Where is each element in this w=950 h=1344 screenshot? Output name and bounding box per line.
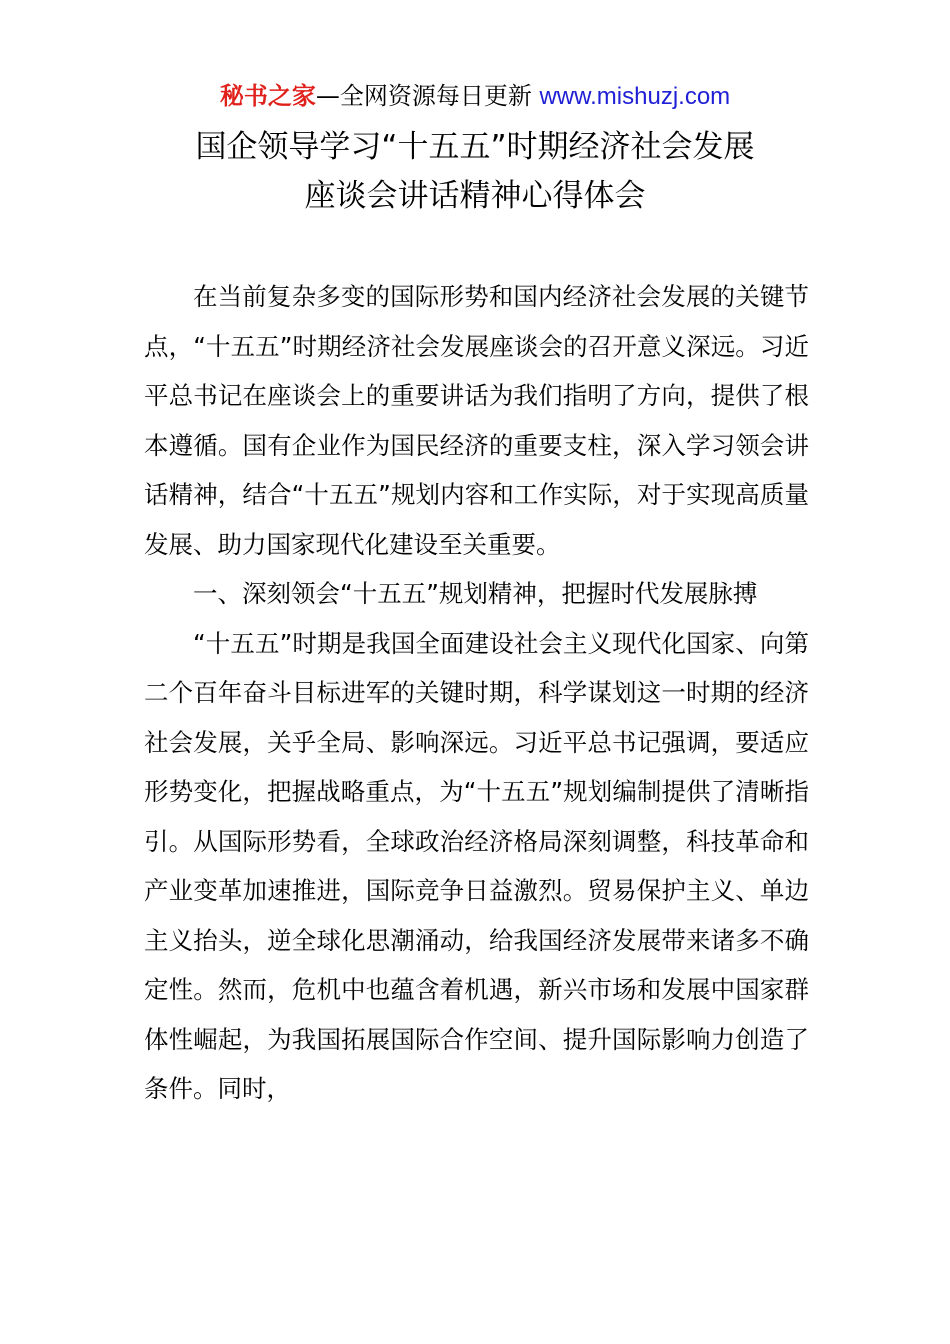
site-url-link[interactable]: www.mishuzj.com <box>539 83 731 110</box>
site-tagline: —全网资源每日更新 <box>315 82 540 110</box>
section-heading: 一、深刻领会“十五五”规划精神，把握时代发展脉搏 <box>193 579 758 608</box>
document-title-line-2: 座谈会讲话精神心得体会 <box>304 178 646 214</box>
intro-paragraph: 在当前复杂多变的国际形势和国内经济社会发展的关键节点，“十五五”时期经济社会发展座谈会的召开意义深远。习近平总书记在座谈会上的重要讲话为我们指明了方向，提供了根本遵循。国有企业作为国民经济的重要支柱，深入学习领会讲话精神，结合“十五五”规划内容和工作实际，对于实现高质量发展、助力国家现代化建设至关重要。 <box>144 282 809 559</box>
document-body <box>144 272 809 1114</box>
site-header <box>0 80 950 113</box>
body-paragraph: “十五五”时期是我国全面建设社会主义现代化国家、向第二个百年奋斗目标进军的关键时期，科学谋划这一时期的经济社会发展，关乎全局、影响深远。习近平总书记强调，要适应形势变化，把握战略重点，为“十五五”规划编制提供了清晰指引。从国际形势看，全球政治经济格局深刻调整，科技革命和产业变革加速推进，国际竞争日益激烈。贸易保护主义、单边主义抬头，逆全球化思潮涌动，给我国经济发展带来诸多不确定性。然而，危机中也蕴含着机遇，新兴市场和发展中国家群体性崛起，为我国拓展国际合作空间、提升国际影响力创造了条件。同时， <box>144 628 809 1103</box>
site-brand: 秘书之家 <box>219 82 316 110</box>
document-title-line-1: 国企领导学习“十五五”时期经济社会发展 <box>195 129 755 165</box>
